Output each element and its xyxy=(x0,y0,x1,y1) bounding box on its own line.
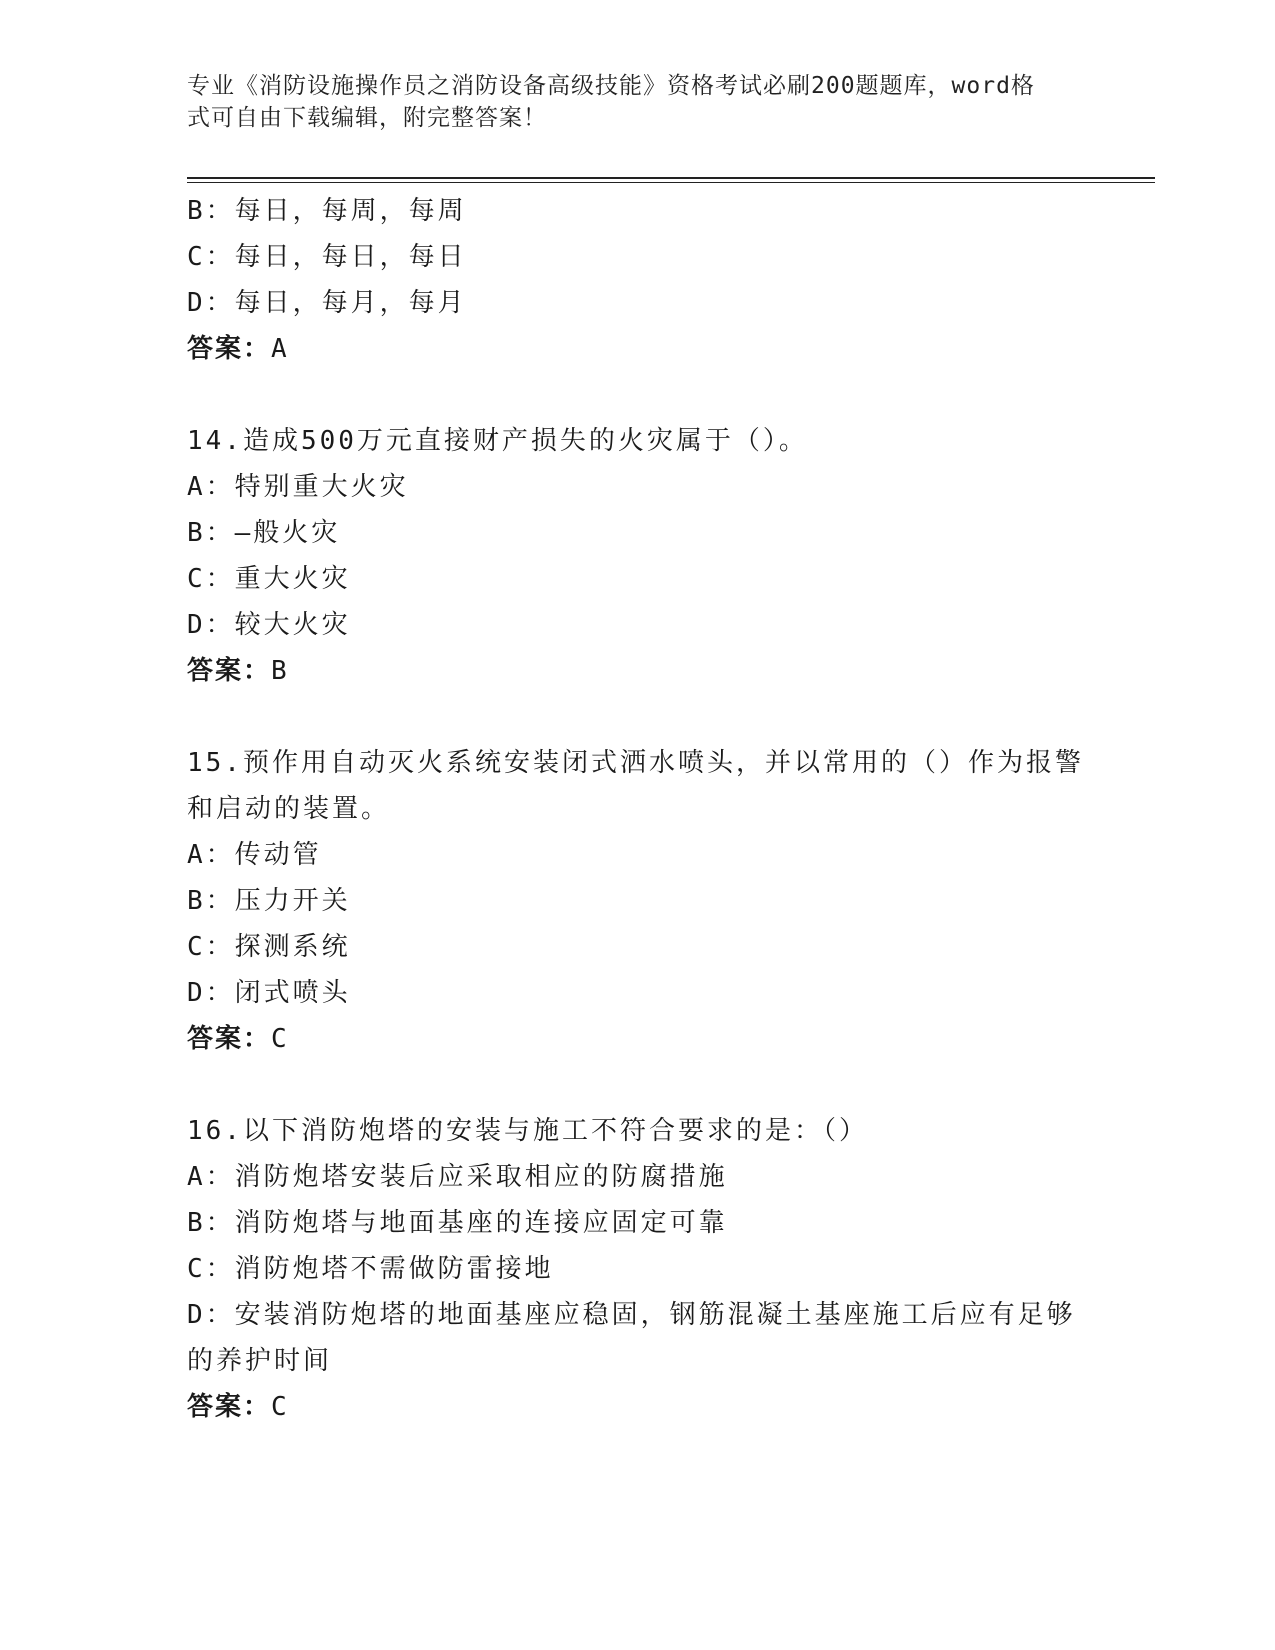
question-stem-line-1: 15.预作用自动灭火系统安装闭式洒水喷头，并以常用的（）作为报警 xyxy=(187,748,1084,778)
question-14 xyxy=(187,418,1087,694)
option-d: D：闭式喷头 xyxy=(187,978,351,1008)
option-d: D：较大火灾 xyxy=(187,610,351,640)
question-stem: 16.以下消防炮塔的安装与施工不符合要求的是：（） xyxy=(187,1116,868,1146)
answer-value: B xyxy=(271,656,289,686)
answer-line xyxy=(187,648,1087,694)
option-c: C：每日，每日，每日 xyxy=(187,242,467,272)
option-d-line-2: 的养护时间 xyxy=(187,1346,333,1376)
option-c: C：重大火灾 xyxy=(187,564,351,594)
header-divider-thin xyxy=(187,182,1155,183)
answer-value: C xyxy=(271,1392,289,1422)
answer-label: 答案： xyxy=(187,656,272,686)
answer-label: 答案： xyxy=(187,334,272,364)
question-stem: 14.造成500万元直接财产损失的火灾属于（）。 xyxy=(187,426,808,456)
option-b: B：—般火灾 xyxy=(187,518,341,548)
page-header xyxy=(187,70,1067,134)
question-13 xyxy=(187,188,1087,372)
option-b: B：每日，每周，每周 xyxy=(187,196,467,226)
option-c: C：消防炮塔不需做防雷接地 xyxy=(187,1254,554,1284)
header-divider-thick xyxy=(187,177,1155,179)
answer-value: A xyxy=(271,334,289,364)
header-line-2: 式可自由下载编辑，附完整答案！ xyxy=(187,105,547,131)
option-b: B：压力开关 xyxy=(187,886,351,916)
question-stem-line-2: 和启动的装置。 xyxy=(187,794,391,824)
answer-value: C xyxy=(271,1024,289,1054)
option-c: C：探测系统 xyxy=(187,932,351,962)
question-content xyxy=(187,188,1087,1430)
option-a: A：传动管 xyxy=(187,840,322,870)
answer-label: 答案： xyxy=(187,1024,272,1054)
answer-line xyxy=(187,1384,1087,1430)
question-15 xyxy=(187,740,1087,1062)
option-d-line-1: D：安装消防炮塔的地面基座应稳固，钢筋混凝土基座施工后应有足够 xyxy=(187,1300,1076,1330)
question-16 xyxy=(187,1108,1087,1430)
answer-label: 答案： xyxy=(187,1392,272,1422)
option-a: A：特别重大火灾 xyxy=(187,472,409,502)
option-b: B：消防炮塔与地面基座的连接应固定可靠 xyxy=(187,1208,728,1238)
option-a: A：消防炮塔安装后应采取相应的防腐措施 xyxy=(187,1162,728,1192)
answer-line xyxy=(187,326,1087,372)
answer-line xyxy=(187,1016,1087,1062)
option-d: D：每日，每月，每月 xyxy=(187,288,467,318)
header-line-1: 专业《消防设施操作员之消防设备高级技能》资格考试必刷200题题库，word格 xyxy=(187,73,1035,99)
